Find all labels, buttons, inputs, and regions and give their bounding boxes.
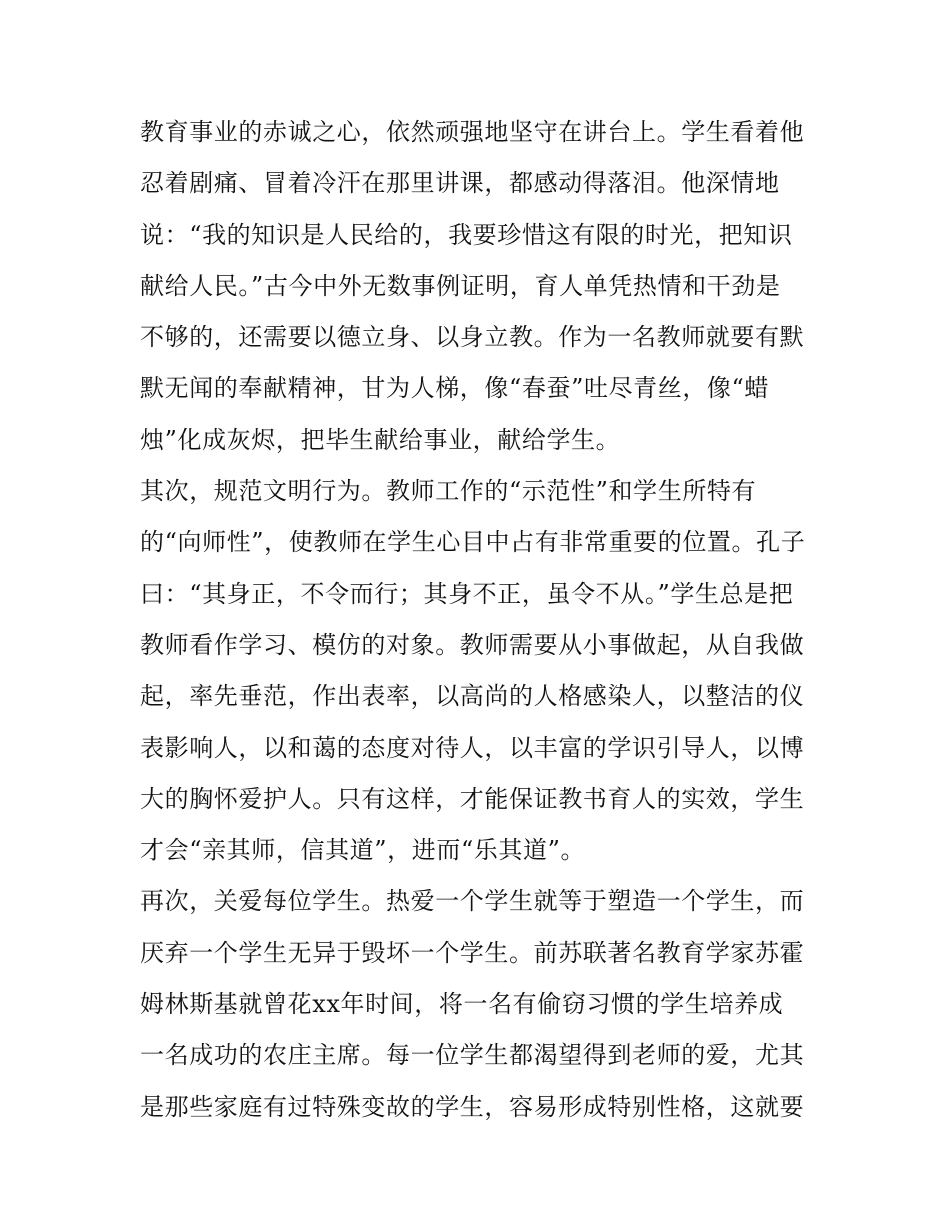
body-text (140, 107, 820, 1133)
text-line: 曰：“其身正，不令而行；其身不正，虽令不从。”学生总是把 (140, 579, 794, 608)
text-line: 烛”化成灰烬，把毕生献给事业，献给学生。 (140, 425, 621, 454)
text-line: 默无闻的奉献精神，甘为人梯，像“春蚕”吐尽青丝，像“蜡 (140, 374, 770, 403)
text-line: 表影响人，以和蔼的态度对待人，以丰富的学识引导人，以博 (140, 733, 805, 762)
text-line: 说：“我的知识是人民给的，我要珍惜这有限的时光，把知识 (140, 220, 793, 249)
text-line: 的“向师性”，使教师在学生心目中占有非常重要的位置。孔子 (140, 528, 806, 557)
text-line: 姆林斯基就曾花xx年时间，将一名有偷窃习惯的学生培养成 (140, 990, 784, 1019)
text-line: 是那些家庭有过特殊变故的学生，容易形成特别性格，这就要 (140, 1092, 805, 1121)
text-line: 厌弃一个学生无异于毁坏一个学生。前苏联著名教育学家苏霍 (140, 938, 805, 967)
text-line: 不够的，还需要以德立身、以身立教。作为一名教师就要有默 (140, 323, 805, 352)
text-line: 再次，关爱每位学生。热爱一个学生就等于塑造一个学生，而 (140, 887, 805, 916)
text-line: 大的胸怀爱护人。只有这样，才能保证教书育人的实效，学生 (140, 784, 805, 813)
text-line: 起，率先垂范，作出表率，以高尚的人格感染人，以整洁的仪 (140, 682, 805, 711)
text-line: 其次，规范文明行为。教师工作的“示范性”和学生所特有 (140, 477, 757, 506)
text-line: 忍着剧痛、冒着冷汗在那里讲课，都感动得落泪。他深情地 (140, 169, 780, 198)
text-line: 才会“亲其师，信其道”，进而“乐其道”。 (140, 836, 586, 865)
text-line: 教育事业的赤诚之心，依然顽强地坚守在讲台上。学生看着他 (140, 118, 805, 146)
text-line: 献给人民。”古今中外无数事例证明，育人单凭热情和干劲是 (140, 271, 781, 300)
text-line: 一名成功的农庄主席。每一位学生都渴望得到老师的爱，尤其 (140, 1041, 805, 1070)
text-line: 教师看作学习、模仿的对象。教师需要从小事做起，从自我做 (140, 630, 805, 659)
